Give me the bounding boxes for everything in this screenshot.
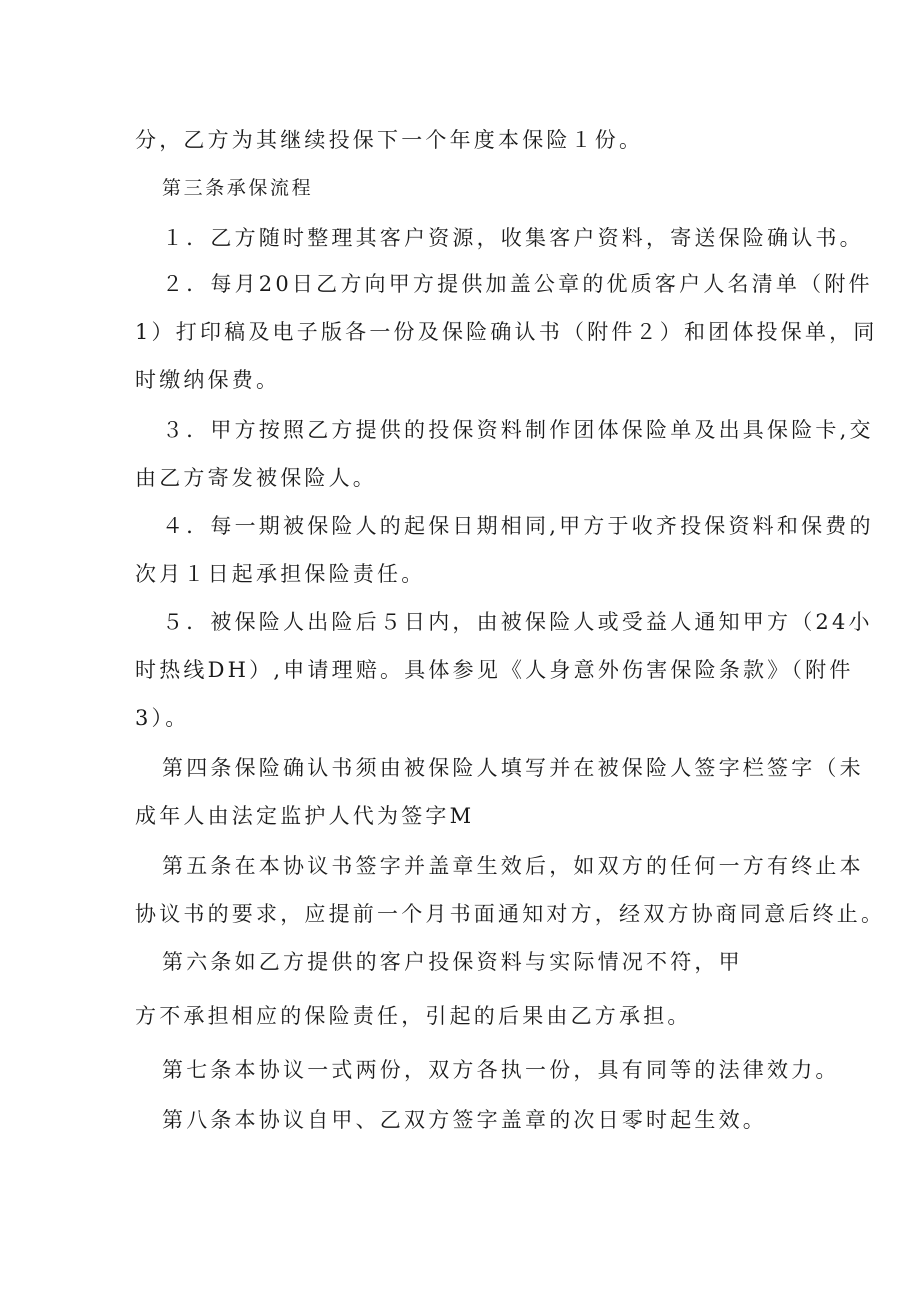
paragraph-line: 时热线DH）,申请理赔。具体参见《人身意外伤害保险条款》（附件 <box>135 658 854 682</box>
paragraph-line: ２．每月20日乙方向甲方提供加盖公章的优质客户人名清单（附件 <box>162 272 873 296</box>
paragraph-line: 协议书的要求，应提前一个月书面通知对方，经双方协商同意后终止。 <box>135 902 886 926</box>
paragraph-line: ４．每一期被保险人的起保日期相同,甲方于收齐投保资料和保费的 <box>162 514 874 538</box>
paragraph-line: 分，乙方为其继续投保下一个年度本保险１份。 <box>135 128 644 152</box>
paragraph-line: 3）。 <box>135 706 190 730</box>
article-4-line: 第四条保险确认书须由被保险人填写并在被保险人签字栏签字（未 <box>162 756 864 780</box>
paragraph-line: 1）打印稿及电子版各一份及保险确认书（附件２）和团体投保单，同 <box>135 320 878 344</box>
article-7-line: 第七条本协议一式两份，双方各执一份，具有同等的法律效力。 <box>162 1058 840 1082</box>
article-5-line: 第五条在本协议书签字并盖章生效后，如双方的任何一方有终止本 <box>162 854 864 878</box>
article-6-line: 第六条如乙方提供的客户投保资料与实际情况不符，甲 <box>162 950 743 974</box>
paragraph-line: 成年人由法定监护人代为签字M <box>135 804 475 828</box>
paragraph-line: ３．甲方按照乙方提供的投保资料制作团体保险单及出具保险卡,交 <box>162 418 874 442</box>
paragraph-line: １．乙方随时整理其客户资源，收集客户资料，寄送保险确认书。 <box>162 226 864 250</box>
paragraph-line: ５．被保险人出险后５日内，由被保险人或受益人通知甲方（24小 <box>162 610 873 634</box>
paragraph-line: 时缴纳保费。 <box>135 368 281 392</box>
paragraph-line: 由乙方寄发被保险人。 <box>135 466 377 490</box>
paragraph-line: 次月１日起承担保险责任。 <box>135 562 426 586</box>
paragraph-line: 方不承担相应的保险责任，引起的后果由乙方承担。 <box>135 1004 692 1028</box>
article-8-line: 第八条本协议自甲、乙双方签字盖章的次日零时起生效。 <box>162 1108 767 1132</box>
article-3-heading: 第三条承保流程 <box>162 177 314 199</box>
